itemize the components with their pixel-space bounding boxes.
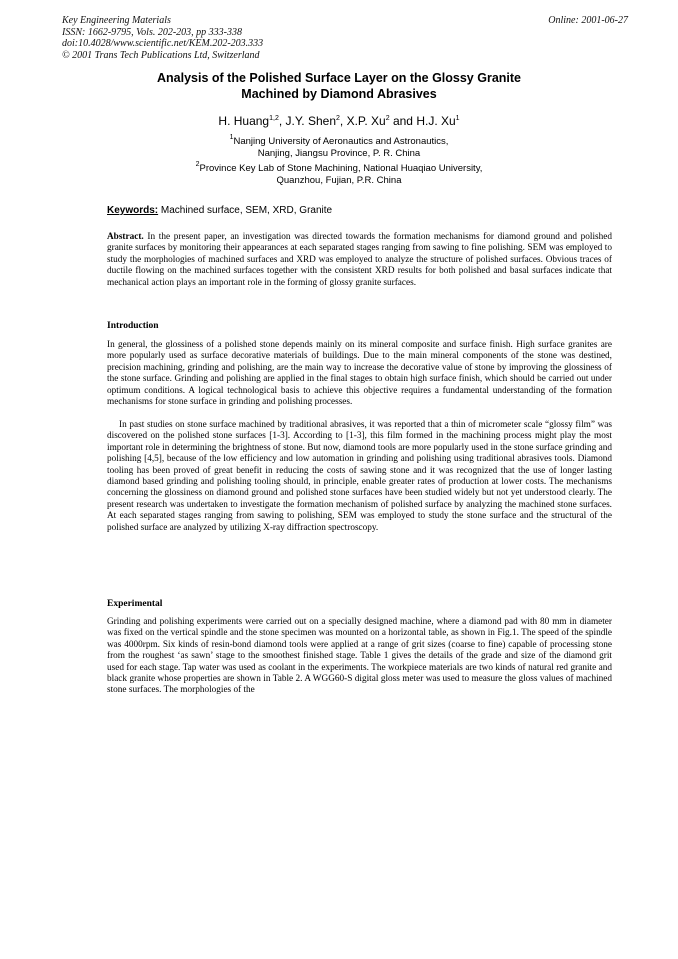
doi-link[interactable]: doi:10.4028/www.scientific.net/KEM.202-203.333 bbox=[62, 38, 264, 50]
experimental-paragraph-1: Grinding and polishing experiments were carried out on a specially designed machine, where a diamond pad with 80 mm in diameter was fixed on the vertical spindle and the stone specimen was mounted on a horizontal table, as shown in Fig.1. The speed of the spindle was 4000rpm. Six kinds of resin-bond diamond tools were applied at a range of grit sizes (coarse to fine) capable of processing stone from the roughest ‘as sawn’ stage to the smoothest finished stage. Table 1 gives the details of the grade and size of the diamond grit used for each stage. Tap water was used as coolant in the experiments. The workpiece materials are two kinds of natural red granite and black granite whose properties are shown in Table 2. A WGG60-S digital gloss meter was used to measure the gloss values of machined stone surfaces. The morphologies of the bbox=[107, 617, 612, 696]
title-line-2: Machined by Diamond Abrasives bbox=[241, 87, 437, 101]
affiliation-text: Province Key Lab of Stone Machining, National Huaqiao University, bbox=[199, 163, 483, 174]
introduction-paragraph-1: In general, the glossiness of a polished stone depends mainly on its mineral composite and surface finish. High surface granites are more popularly used as surface decorative materials of buildings. Due to the main mineral components of the stone was destined, precision machining, grinding and polishing, are the main way to increase the decorative value of stone by improving the glossiness of the stone surface. Grinding and polishing are applied in the final stages to obtain high surface finish, which should be carried out under optimum conditions. A logical technological basis to achieve this objective requires a fundamental understanding of the formation mechanisms for stone surface in grinding and polishing processes. bbox=[107, 340, 612, 408]
section-heading-introduction: Introduction bbox=[107, 321, 159, 331]
affiliation-mark: 1 bbox=[229, 134, 234, 141]
keywords-label: Keywords: bbox=[107, 205, 159, 216]
copyright-line: © 2001 Trans Tech Publications Ltd, Switzerland bbox=[62, 49, 260, 61]
keywords-text: Machined surface, SEM, XRD, Granite bbox=[158, 205, 333, 216]
affiliation-text: Nanjing, Jiangsu Province, P. R. China bbox=[257, 148, 421, 159]
section-heading-experimental: Experimental bbox=[107, 599, 163, 609]
abstract bbox=[107, 232, 612, 289]
author-list bbox=[62, 114, 616, 128]
introduction-paragraph-2: In past studies on stone surface machined by traditional abrasives, it was reported that a thin of micrometer scale “glossy film” was discovered on the polished stone surfaces [1-3]. According to [1-3], this film formed in the machining process might play the most important role in determining the brightness of stone. But now, diamond tools are more popularly used in the stone surface grinding and polishing [4,5], because of the low efficiency and low automation in grinding and polishing using traditional abrasives tools. Diamond tooling has been proved of great benefit in reducing the costs of sawing stone and it was recognized that the use of longer lasting diamond based grinding and polishing tooling should, in principle, enable greater rates of production at lower costs. The mechanisms concerning the glossiness on diamond ground and polished stone surfaces have been studied widely but not yet understood clearly. The present research was undertaken to investigate the formation mechanism of polished surface by analyzing the machined stone surfaces. At each separated stages ranging from sawing to polishing, SEM was employed to study the stone surface and the structural of the polished surface are analyzed by utilizing X-ray diffraction spectroscopy. bbox=[107, 420, 612, 533]
author-affiliation-mark: 1,2 bbox=[269, 115, 279, 122]
author-affiliation-mark: 2 bbox=[336, 115, 340, 122]
abstract-label: Abstract. bbox=[107, 232, 144, 242]
online-date: Online: 2001-06-27 bbox=[548, 15, 628, 26]
affiliation-text: Quanzhou, Fujian, P.R. China bbox=[276, 175, 402, 186]
author-name: , J.Y. Shen bbox=[278, 114, 336, 128]
title-line-1: Analysis of the Polished Surface Layer on the Glossy Granite bbox=[157, 71, 521, 85]
affiliation-1 bbox=[62, 136, 616, 160]
journal-header bbox=[62, 15, 263, 61]
author-affiliation-mark: 2 bbox=[385, 115, 390, 122]
author-affiliation-mark: 1 bbox=[455, 115, 460, 122]
keywords bbox=[107, 205, 332, 216]
author-name: and H.J. Xu bbox=[389, 114, 456, 128]
abstract-text: In the present paper, an investigation was directed towards the formation mechanisms for diamond ground and polished granite surfaces by monitoring their appearances at each separated stages ranging from sawing to fine polishing. SEM was employed to study the morphologies of machined surfaces and XRD was employed to analyze the structure of polished surfaces. Obvious traces of ductile flowing on the machined surfaces together with the consistent XRD results for both polished and basal surfaces indicate that mechanical action plays an important role in the forming of glossy granite surfaces. bbox=[107, 232, 612, 288]
author-name: , X.P. Xu bbox=[339, 114, 386, 128]
author-name: H. Huang bbox=[218, 114, 270, 128]
issn-line: ISSN: 1662-9795, Vols. 202-203, pp 333-338 bbox=[62, 26, 242, 38]
affiliation-2 bbox=[62, 163, 616, 187]
affiliation-mark: 2 bbox=[195, 161, 200, 168]
paper-title bbox=[62, 70, 616, 102]
journal-name: Key Engineering Materials bbox=[62, 15, 171, 26]
affiliation-text: Nanjing University of Aeronautics and Astronautics, bbox=[233, 136, 449, 147]
